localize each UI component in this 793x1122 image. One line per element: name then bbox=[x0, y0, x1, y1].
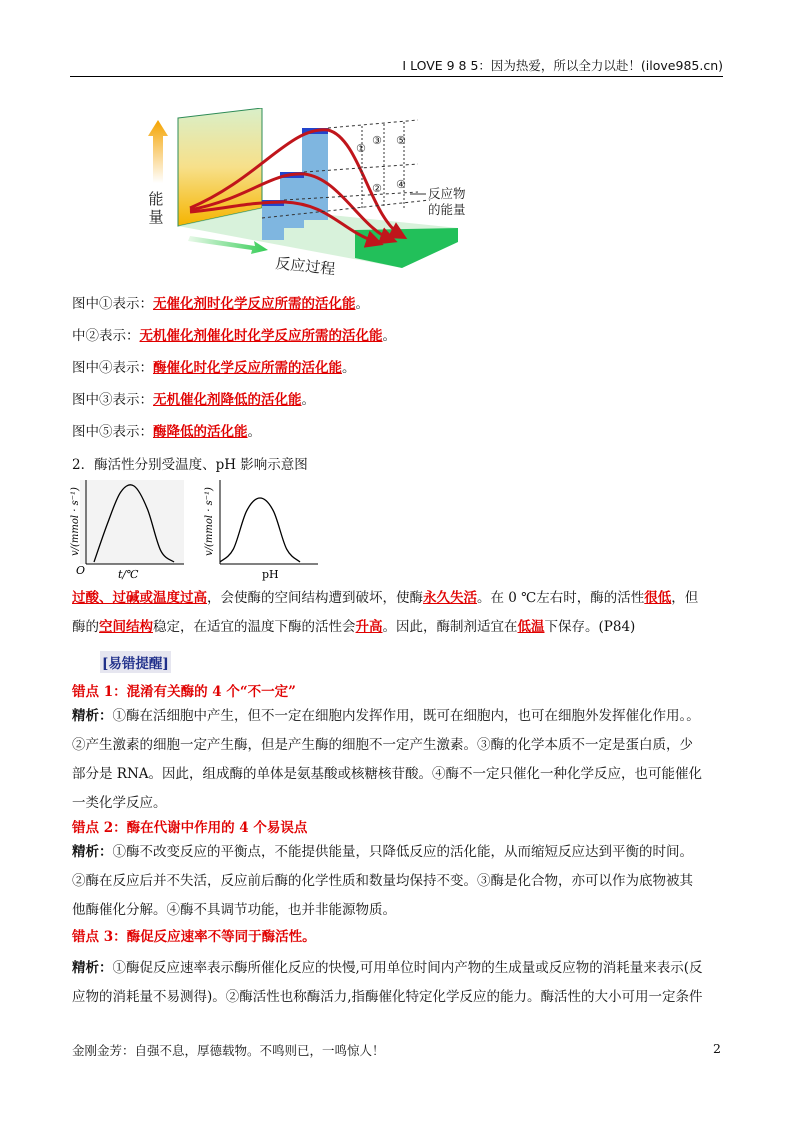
answer-4: 无机催化剂降低的活化能 bbox=[153, 392, 302, 408]
description-line-1: 图中①表示：无催化剂时化学反应所需的活化能。 bbox=[72, 296, 369, 312]
ph-x-label: pH bbox=[262, 568, 279, 581]
point-3-body: 精析：①酶促反应速率表示酶所催化反应的快慢,可用单位时间内产物的生成量或反应物的消耗量来表示(反 应物的消耗量不易测得)。②酶活性也称酶活力,指酶催化特定化学反应的能力。酶活性的大小可用一定条件 bbox=[72, 960, 703, 1005]
answer-3: 酶催化时化学反应所需的活化能 bbox=[153, 360, 342, 376]
answer-5: 酶降低的活化能 bbox=[153, 424, 248, 440]
activity-explanation: 过酸、过碱或温度过高，会使酶的空间结构遭到破坏，使酶永久失活。在 0 ℃左右时，酶的活性很低，但 酶的空间结构稳定，在适宜的温度下酶的活性会升高。因此，酶制剂适宜在低温下保存。(P84) bbox=[72, 590, 699, 635]
mark-4: ④ bbox=[396, 178, 406, 191]
description-line-5: 图中⑤表示：酶降低的活化能。 bbox=[72, 424, 261, 440]
section-2-title: 2．酶活性分别受温度、pH 影响示意图 bbox=[72, 457, 308, 473]
header-rule bbox=[70, 76, 723, 77]
footer-motto: 金刚金芳：自强不息，厚德载物。不鸣则已，一鸣惊人！ bbox=[72, 1043, 385, 1058]
y-axis-label-1: 能 bbox=[148, 190, 164, 208]
header-text: I LOVE 9 8 5：因为热爱，所以全力以赴！(ilove985.cn) bbox=[402, 58, 723, 73]
page-number: 2 bbox=[713, 1041, 721, 1056]
point-1-title: 错点 1：混淆有关酶的 4 个“不一定” bbox=[72, 684, 296, 700]
activation-energy-diagram bbox=[140, 108, 480, 278]
mark-5: ⑤ bbox=[396, 134, 406, 147]
ph-y-label: v/(mmol · s⁻¹) bbox=[204, 487, 215, 556]
error-reminder-tag: [易错提醒] bbox=[100, 651, 171, 673]
point-2-title: 错点 2：酶在代谢中作用的 4 个易误点 bbox=[72, 820, 308, 836]
temperature-activity-graph bbox=[66, 478, 186, 584]
x-axis-label: 反应过程 bbox=[274, 254, 337, 278]
description-line-4: 图中③表示：无机催化剂降低的活化能。 bbox=[72, 392, 315, 408]
answer-2: 无机催化剂催化时化学反应所需的活化能 bbox=[139, 328, 383, 344]
point-2-body: 精析：①酶不改变反应的平衡点，不能提供能量，只降低反应的活化能，从而缩短反应达到平衡的时间。 ②酶在反应后并不失活，反应前后酶的化学性质和数量均保持不变。③酶是化合物，亦可以作为底物被其 他酶催化分解。④酶不具调节功能，也并非能源物质。 bbox=[72, 844, 693, 918]
mark-2: ② bbox=[372, 182, 382, 195]
answer-1: 无催化剂时化学反应所需的活化能 bbox=[153, 296, 356, 312]
temp-origin: O bbox=[76, 564, 86, 577]
reactant-energy-label-2: 的能量 bbox=[428, 202, 466, 217]
point-1-body: 精析：①酶在活细胞中产生，但不一定在细胞内发挥作用，既可在细胞内，也可在细胞外发挥催化作用。。 ②产生激素的细胞一定产生酶，但是产生酶的细胞不一定产生激素。③酶的化学本质不一定是蛋白质，少 部分是 RNA。因此，组成酶的单体是氨基酸或核糖核苷酸。④酶不一定只催化一种化学反应，也可能催化 一类化学反应。 bbox=[72, 708, 703, 811]
temp-y-label: v/(mmol · s⁻¹) bbox=[70, 487, 81, 556]
point-3-title: 错点 3：酶促反应速率不等同于酶活性。 bbox=[72, 929, 316, 945]
mark-1: ① bbox=[356, 142, 366, 155]
y-axis-label-2: 量 bbox=[148, 208, 164, 226]
energy-axis-arrow bbox=[148, 120, 168, 183]
mark-3: ③ bbox=[372, 134, 382, 147]
ph-activity-graph bbox=[200, 478, 320, 584]
reactant-energy-label-1: 反应物 bbox=[428, 186, 466, 201]
description-line-3: 图中④表示：酶催化时化学反应所需的活化能。 bbox=[72, 360, 356, 376]
ph-curve bbox=[220, 498, 300, 562]
temp-x-label: t/℃ bbox=[118, 568, 139, 581]
description-line-2: 中②表示：无机催化剂催化时化学反应所需的活化能。 bbox=[72, 328, 396, 344]
